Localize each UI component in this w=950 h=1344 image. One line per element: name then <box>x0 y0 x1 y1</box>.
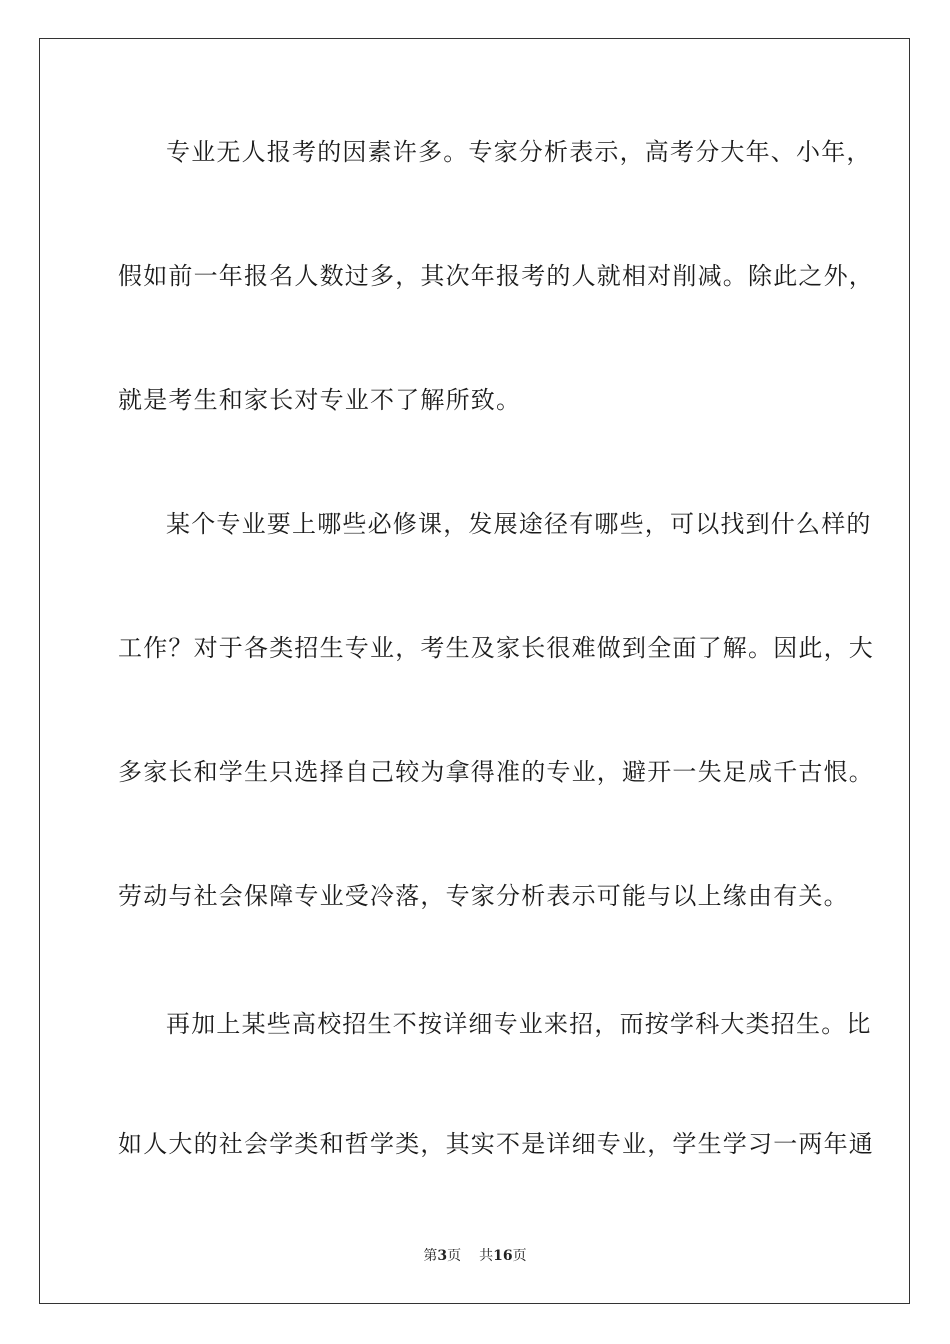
page-suffix: 页 <box>447 1248 462 1264</box>
page-frame <box>39 38 910 1304</box>
text-line: 就是考生和家长对专业不了解所致。 <box>118 386 522 414</box>
text-line: 工作？对于各类招生专业，考生及家长很难做到全面了解。因此，大 <box>118 634 874 662</box>
total-prefix: 共 <box>479 1248 494 1264</box>
text-line: 再加上某些高校招生不按详细专业来招，而按学科大类招生。比 <box>166 1010 872 1038</box>
text-line: 多家长和学生只选择自己较为拿得准的专业，避开一失足成千古恨。 <box>118 758 874 786</box>
text-line: 劳动与社会保障专业受冷落，专家分析表示可能与以上缘由有关。 <box>118 882 849 910</box>
text-line: 专业无人报考的因素许多。专家分析表示，高考分大年、小年， <box>166 138 872 166</box>
total-pages: 16 <box>493 1248 513 1264</box>
text-line: 某个专业要上哪些必修课，发展途径有哪些，可以找到什么样的 <box>166 510 872 538</box>
text-line: 假如前一年报名人数过多，其次年报考的人就相对削减。除此之外， <box>118 262 874 290</box>
page-number: 3 <box>437 1248 448 1264</box>
text-line: 如人大的社会学类和哲学类，其实不是详细专业，学生学习一两年通 <box>118 1130 874 1158</box>
page-footer <box>0 1247 950 1265</box>
total-suffix: 页 <box>512 1248 527 1264</box>
page-prefix: 第 <box>423 1248 438 1264</box>
